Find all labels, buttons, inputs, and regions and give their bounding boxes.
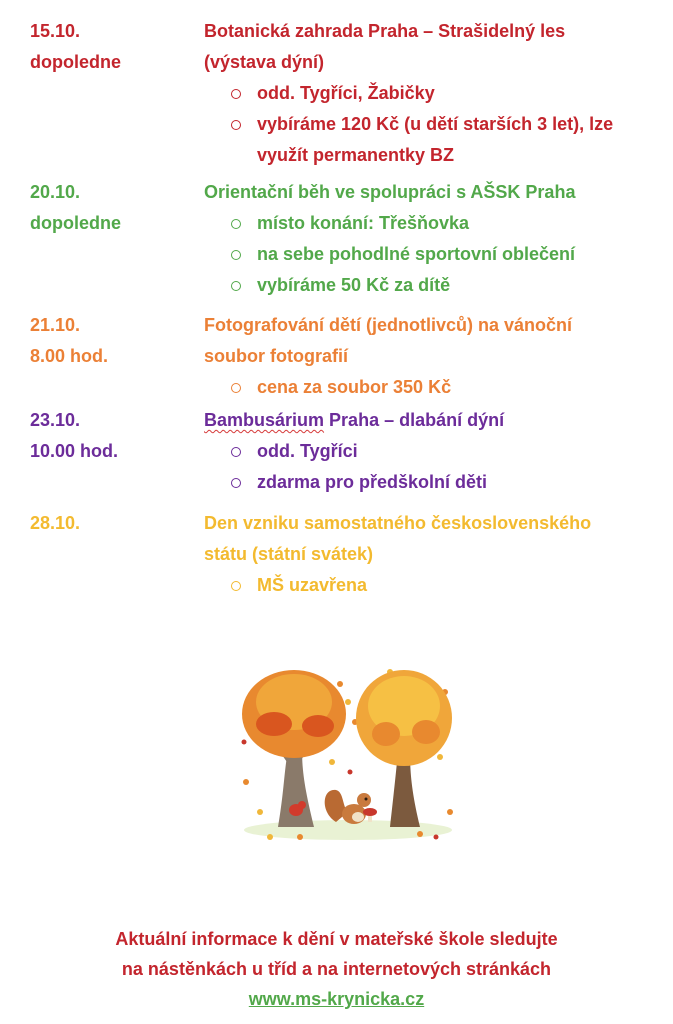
event-items [204, 372, 654, 403]
list-item: vybíráme 120 Kč (u dětí starších 3 let), lze využít permanentky BZ [204, 109, 654, 171]
list-item: odd. Tygříci [204, 436, 654, 467]
event-items [204, 208, 654, 301]
list-item: cena za soubor 350 Kč [204, 372, 654, 403]
footer-line-1: Aktuální informace k dění v mateřské škole sledujte [115, 929, 558, 949]
event-items [204, 570, 654, 601]
event-title: Den vzniku samostatného československého státu (státní svátek) [204, 513, 592, 564]
website-link[interactable]: www.ms-krynicka.cz [248, 989, 425, 1009]
event-details [204, 405, 654, 498]
event-date: 15.10. dopoledne [30, 21, 121, 72]
event-items [204, 436, 654, 498]
list-item: místo konání: Třešňovka [204, 208, 654, 239]
list-item: vybíráme 50 Kč za dítě [204, 270, 654, 301]
event-details [204, 310, 654, 403]
event-date: 28.10. [30, 513, 81, 533]
list-item: na sebe pohodlné sportovní oblečení [204, 239, 654, 270]
event-details [204, 16, 654, 171]
event-details [204, 508, 654, 601]
event-title: Orientační běh ve spolupráci s AŠSK Praha [204, 182, 576, 202]
event-title: Botanická zahrada Praha – Strašidelný les (výstava dýní) [204, 21, 566, 72]
event-title: Bambusárium Praha – dlabání dýní [204, 410, 505, 430]
event-date: 21.10. 8.00 hod. [30, 315, 109, 366]
event-date: 20.10. dopoledne [30, 182, 121, 233]
autumn-trees-squirrel-illustration [240, 662, 456, 844]
list-item: MŠ uzavřena [204, 570, 654, 601]
event-title: Fotografování dětí (jednotlivců) na vánoční soubor fotografií [204, 315, 573, 366]
footer-line-2: na nástěnkách u tříd a na internetových stránkách [121, 959, 552, 979]
event-items [204, 78, 654, 171]
footer [0, 924, 673, 1014]
event-date: 23.10. 10.00 hod. [30, 410, 119, 461]
list-item: odd. Tygříci, Žabičky [204, 78, 654, 109]
list-item: zdarma pro předškolní děti [204, 467, 654, 498]
event-details [204, 177, 654, 301]
